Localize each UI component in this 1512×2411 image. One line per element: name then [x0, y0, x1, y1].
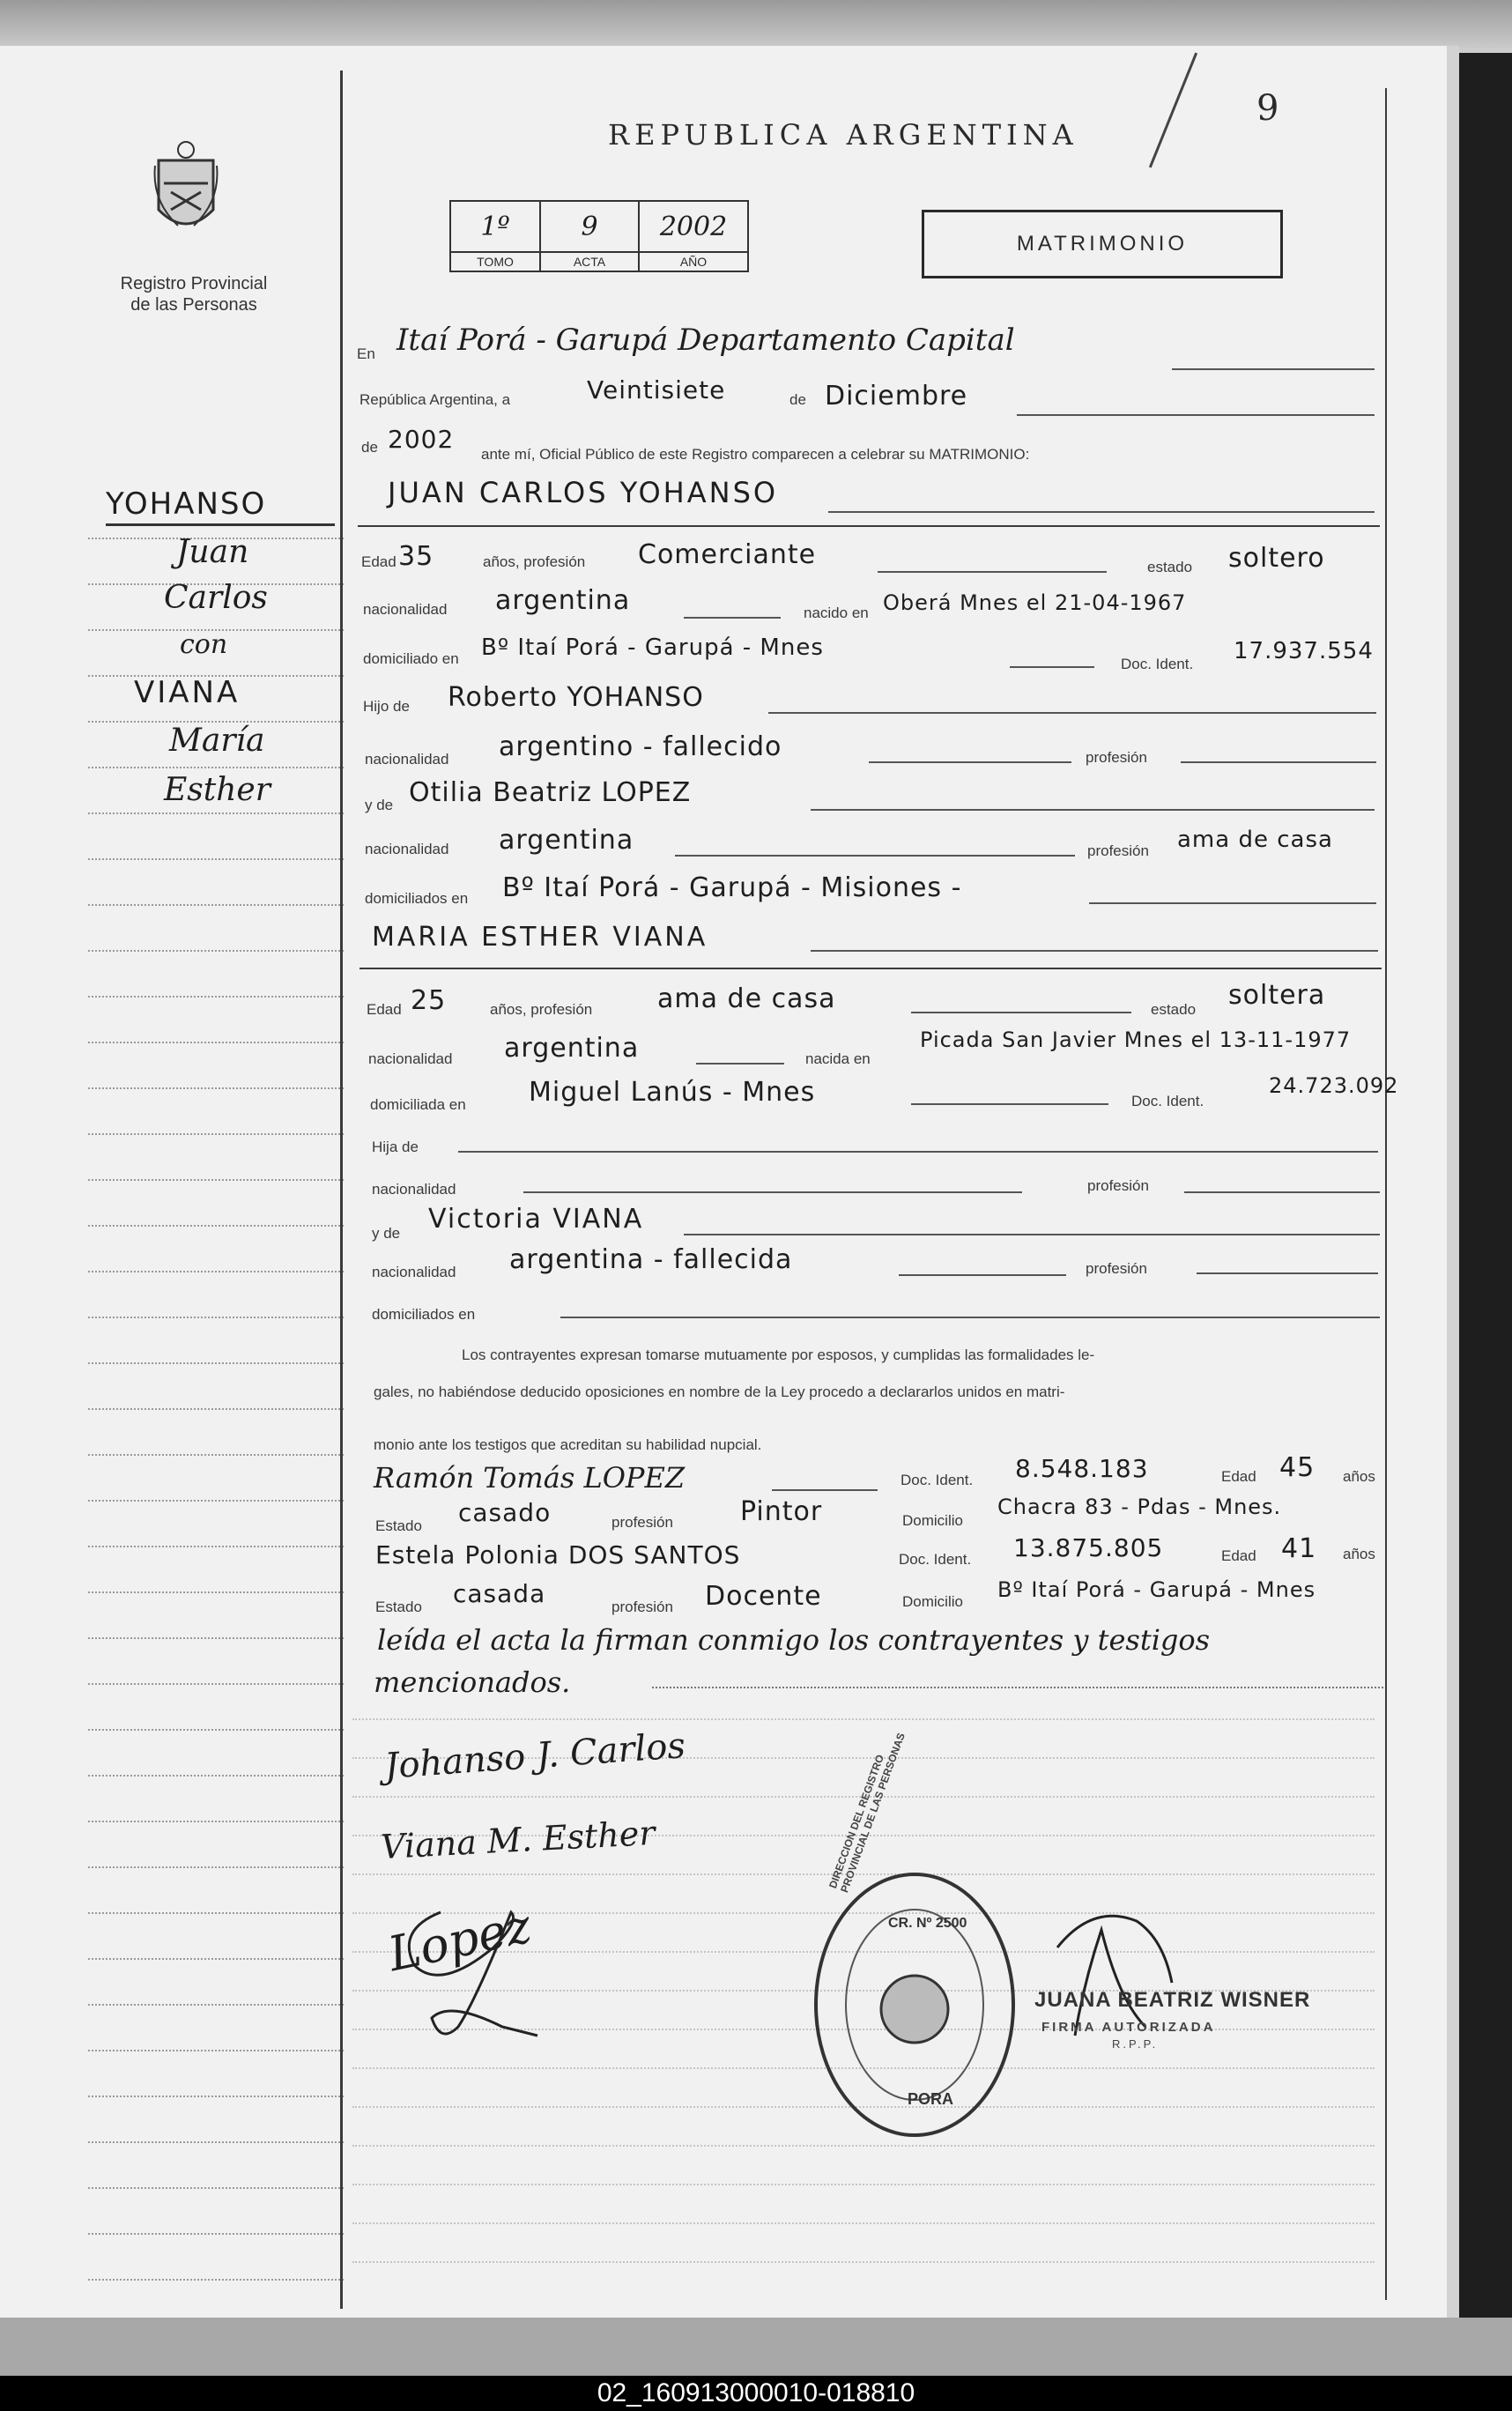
groom-father: Roberto YOHANSO	[448, 682, 704, 713]
label-domiciliados-en: domiciliados en	[365, 890, 469, 907]
bride-nationality: argentina	[504, 1033, 640, 1064]
margin-rule	[88, 1317, 344, 1318]
body-rule	[352, 2261, 1375, 2263]
fill-line	[560, 1317, 1380, 1318]
groom-age: 35	[398, 541, 434, 572]
bride-doc: 24.723.092	[1269, 1073, 1399, 1098]
fill-line	[1197, 1272, 1378, 1274]
margin-rule	[88, 2279, 344, 2281]
label-doc-ident-w1: Doc. Ident.	[901, 1472, 974, 1488]
label-anos-w1: años	[1343, 1468, 1375, 1485]
country-title: REPUBLICA ARGENTINA	[608, 118, 1078, 152]
bride-age: 25	[411, 985, 447, 1016]
fill-line	[828, 511, 1375, 513]
margin-rule	[88, 1637, 344, 1639]
right-frame-line	[1385, 88, 1387, 2300]
groom-doc: 17.937.554	[1234, 638, 1374, 664]
fill-line	[1089, 902, 1376, 904]
fill-line	[1184, 1191, 1380, 1193]
groom-profession: Comerciante	[638, 539, 817, 570]
groom-mother: Otilia Beatriz LOPEZ	[409, 777, 692, 808]
label-de-mes: de	[789, 391, 806, 408]
groom-father-nationality: argentino - fallecido	[499, 731, 782, 762]
fill-line	[684, 1234, 1380, 1235]
label-anos-profesion: años, profesión	[483, 553, 586, 570]
margin-rule	[88, 950, 344, 952]
fill-line	[1010, 666, 1094, 668]
bride-mother-nationality: argentina - fallecida	[509, 1244, 793, 1275]
margin-rule	[88, 812, 344, 814]
label-estado-w2: Estado	[375, 1599, 422, 1615]
bride-section-line	[359, 968, 1382, 969]
seal-ring-text: DIRECCION DEL REGISTRO PROVINCIAL DE LAS PERSONAS	[826, 1731, 908, 1895]
margin-divider	[340, 70, 343, 2309]
body-rule	[352, 1718, 1375, 1720]
margin-given-bride-1: María	[169, 723, 265, 759]
bride-birth: Picada San Javier Mnes el 13-11-1977	[920, 1027, 1352, 1052]
tomo-value-text: 1º	[480, 211, 510, 242]
margin-rule	[88, 2050, 344, 2051]
witness1-profession: Pintor	[740, 1496, 823, 1527]
legal-text-line3: monio ante los testigos que acreditan su habilidad nupcial.	[374, 1436, 762, 1453]
label-nacido-en: nacido en	[804, 605, 869, 621]
margin-rule	[88, 1408, 344, 1410]
fill-line	[772, 1489, 878, 1491]
margin-rule	[88, 2141, 344, 2143]
label-hijo-de: Hijo de	[363, 698, 410, 715]
acta-label: ACTA	[540, 252, 639, 271]
label-en: En	[357, 345, 375, 362]
margin-rule	[88, 1225, 344, 1227]
book-top-edge	[0, 0, 1512, 53]
witness1-name: Ramón Tomás LOPEZ	[374, 1461, 686, 1495]
label-nacionalidad: nacionalidad	[365, 751, 449, 768]
closing-line1: leída el acta la firman conmigo los contrayentes y testigos	[377, 1623, 1211, 1657]
groom-mother-profession: ama de casa	[1177, 827, 1333, 853]
groom-nationality: argentina	[495, 585, 631, 616]
label-doc-ident-w2: Doc. Ident.	[899, 1551, 972, 1568]
label-y-de: y de	[365, 797, 394, 813]
bride-mother: Victoria VIANA	[428, 1204, 644, 1235]
margin-rule	[88, 2096, 344, 2097]
label-nacionalidad: nacionalidad	[365, 841, 449, 857]
label-estado: estado	[1147, 559, 1193, 575]
margin-rule	[88, 1775, 344, 1777]
label-estado-w1: Estado	[375, 1517, 422, 1534]
margin-rule	[88, 1133, 344, 1135]
groom-birth: Oberá Mnes el 21-04-1967	[883, 590, 1187, 615]
body-rule	[352, 2184, 1375, 2185]
bride-address: Miguel Lanús - Mnes	[529, 1077, 816, 1108]
fill-line	[811, 950, 1378, 952]
scribble-signature-icon	[388, 1895, 590, 2053]
label-edad-w1: Edad	[1221, 1468, 1256, 1485]
witness2-status: casada	[453, 1579, 546, 1608]
witness2-name: Estela Polonia DOS SANTOS	[375, 1540, 741, 1569]
label-domiciliada-en: domiciliada en	[370, 1096, 466, 1113]
label-edad: Edad	[361, 553, 397, 570]
margin-rule	[88, 1042, 344, 1043]
fill-line	[911, 1012, 1131, 1013]
fill-line	[878, 571, 1107, 573]
label-anos-w2: años	[1343, 1546, 1375, 1562]
anio-label: AÑO	[639, 252, 748, 271]
witness1-status: casado	[458, 1498, 552, 1527]
label-profesion: profesión	[1086, 1260, 1147, 1277]
official-name: JUANA BEATRIZ WISNER	[1034, 1988, 1311, 2012]
image-caption: 02_160913000010-018810	[0, 2376, 1512, 2411]
fill-line	[523, 1191, 1022, 1193]
page-number: 9	[1256, 88, 1279, 129]
label-domiciliados-en: domiciliados en	[372, 1306, 476, 1323]
closing-line2: mencionados.	[374, 1665, 571, 1699]
fill-line	[684, 617, 781, 619]
margin-rule	[88, 1729, 344, 1731]
body-rule	[352, 2145, 1375, 2147]
label-comparecen: ante mí, Oficial Público de este Registro comparecen a celebrar su MATRIMONIO:	[481, 446, 1030, 463]
anio-value-text: 2002	[659, 211, 728, 242]
bride-profession: ama de casa	[657, 983, 836, 1014]
provincial-coat-of-arms	[152, 139, 220, 243]
label-de-anio: de	[361, 439, 378, 456]
fill-line	[1017, 414, 1375, 416]
margin-rule	[88, 1683, 344, 1685]
acta-value	[540, 201, 639, 252]
signature-groom: Johanso J. Carlos	[382, 1725, 687, 1787]
body-rule	[352, 2222, 1375, 2224]
margin-rule	[88, 1087, 344, 1089]
place-month: Diciembre	[825, 381, 968, 412]
witness1-address: Chacra 83 - Pdas - Mnes.	[997, 1495, 1282, 1519]
bride-full-name: MARIA ESTHER VIANA	[372, 922, 708, 953]
label-domicilio-w1: Domicilio	[902, 1512, 963, 1529]
signature-bride: Viana M. Esther	[380, 1813, 656, 1867]
label-profesion: profesión	[1087, 842, 1149, 859]
registry-name-line1: Registro Provincial	[120, 274, 268, 293]
margin-given-groom-2: Carlos	[164, 580, 268, 616]
fill-line	[1172, 368, 1375, 370]
fill-line	[652, 1687, 1383, 1688]
margin-rule	[88, 904, 344, 906]
fill-line	[811, 809, 1375, 811]
witness2-profession: Docente	[705, 1581, 822, 1612]
registry-name-line2: de las Personas	[130, 295, 257, 315]
label-estado: estado	[1151, 1001, 1197, 1018]
label-profesion-w1: profesión	[611, 1514, 673, 1531]
margin-given-groom-1: Juan	[176, 534, 249, 570]
label-domicilio-w2: Domicilio	[902, 1593, 963, 1610]
margin-rule	[88, 1454, 344, 1456]
label-nacionalidad: nacionalidad	[372, 1181, 456, 1198]
margin-given-bride-2: Esther	[164, 772, 271, 808]
legal-text-line1: Los contrayentes expresan tomarse mutuamente por esposos, y cumplidas las formalidades le-	[462, 1346, 1095, 1363]
groom-mother-nationality: argentina	[499, 825, 634, 856]
registry-name	[106, 273, 282, 315]
margin-rule	[88, 1912, 344, 1914]
groom-parents-address: Bº Itaí Porá - Garupá - Misiones -	[502, 872, 962, 903]
fill-line	[458, 1151, 1378, 1153]
label-anos-profesion: años, profesión	[490, 1001, 593, 1018]
fill-line	[911, 1103, 1108, 1105]
book-bottom-edge	[0, 2318, 1512, 2376]
margin-rule	[88, 2004, 344, 2006]
margin-rule	[88, 1958, 344, 1960]
label-nacionalidad: nacionalidad	[363, 601, 448, 618]
margin-con: con	[180, 629, 228, 660]
margin-rule	[88, 1179, 344, 1181]
margin-rule	[88, 1591, 344, 1593]
label-doc-ident: Doc. Ident.	[1131, 1093, 1204, 1109]
label-domiciliado-en: domiciliado en	[363, 650, 459, 667]
witness1-doc: 8.548.183	[1015, 1454, 1149, 1483]
margin-rule	[88, 767, 344, 768]
groom-address: Bº Itaí Porá - Garupá - Mnes	[481, 634, 824, 661]
margin-rule	[88, 858, 344, 860]
margin-rule	[88, 2233, 344, 2235]
label-hija-de: Hija de	[372, 1139, 419, 1155]
margin-rule	[88, 1362, 344, 1364]
margin-rule	[88, 996, 344, 998]
document-type-box: MATRIMONIO	[922, 210, 1283, 278]
place-city: Itaí Porá - Garupá Departamento Capital	[397, 323, 1015, 358]
margin-surname-bride: VIANA	[134, 675, 241, 710]
label-edad: Edad	[367, 1001, 402, 1018]
margin-surname-underline	[106, 523, 335, 526]
label-edad-w2: Edad	[1221, 1547, 1256, 1564]
margin-rule	[88, 1500, 344, 1502]
fill-line	[869, 761, 1071, 763]
fill-line	[899, 1274, 1066, 1276]
label-nacionalidad: nacionalidad	[372, 1264, 456, 1280]
witness2-address: Bº Itaí Porá - Garupá - Mnes	[997, 1577, 1316, 1602]
groom-section-line	[358, 525, 1380, 527]
label-profesion: profesión	[1086, 749, 1147, 766]
label-y-de: y de	[372, 1225, 401, 1242]
label-republica: República Argentina, a	[359, 391, 511, 408]
margin-rule	[88, 2187, 344, 2189]
tomo-value	[450, 201, 540, 252]
fill-line	[696, 1063, 784, 1065]
acta-value-text: 9	[581, 211, 598, 242]
label-profesion-w2: profesión	[611, 1599, 673, 1615]
record-number-box	[449, 200, 749, 272]
witness1-age: 45	[1279, 1452, 1316, 1483]
signature-witness: Lopez	[383, 1897, 537, 1983]
margin-surname-groom: YOHANSO	[106, 486, 267, 522]
fill-line	[675, 855, 1075, 857]
tomo-label: TOMO	[450, 252, 540, 271]
witness2-age: 41	[1281, 1533, 1317, 1564]
seal-center-text: CR. Nº 2500	[888, 1916, 967, 1931]
label-doc-ident: Doc. Ident.	[1121, 656, 1194, 672]
margin-rule	[88, 1271, 344, 1272]
official-sub: R.P.P.	[1112, 2037, 1159, 2051]
margin-rule	[88, 1866, 344, 1868]
margin-rule	[88, 1546, 344, 1547]
fill-line	[1181, 761, 1376, 763]
label-profesion: profesión	[1087, 1177, 1149, 1194]
groom-full-name: JUAN CARLOS YOHANSO	[388, 476, 779, 509]
label-nacida-en: nacida en	[805, 1050, 871, 1067]
witness2-doc: 13.875.805	[1013, 1533, 1164, 1562]
margin-rule	[88, 1821, 344, 1822]
groom-status: soltero	[1228, 543, 1325, 574]
bride-status: soltera	[1228, 980, 1326, 1011]
official-role: FIRMA AUTORIZADA	[1041, 2020, 1216, 2035]
fill-line	[768, 712, 1376, 714]
place-year: 2002	[388, 425, 455, 454]
label-nacionalidad: nacionalidad	[368, 1050, 453, 1067]
register-page	[0, 46, 1459, 2318]
legal-text-line2: gales, no habiéndose deducido oposiciones en nombre de la Ley procedo a declararlos unidos en matri-	[374, 1384, 1065, 1400]
anio-value	[639, 201, 748, 252]
seal-bottom-text: PORA	[908, 2090, 954, 2108]
place-day: Veintisiete	[587, 375, 726, 404]
